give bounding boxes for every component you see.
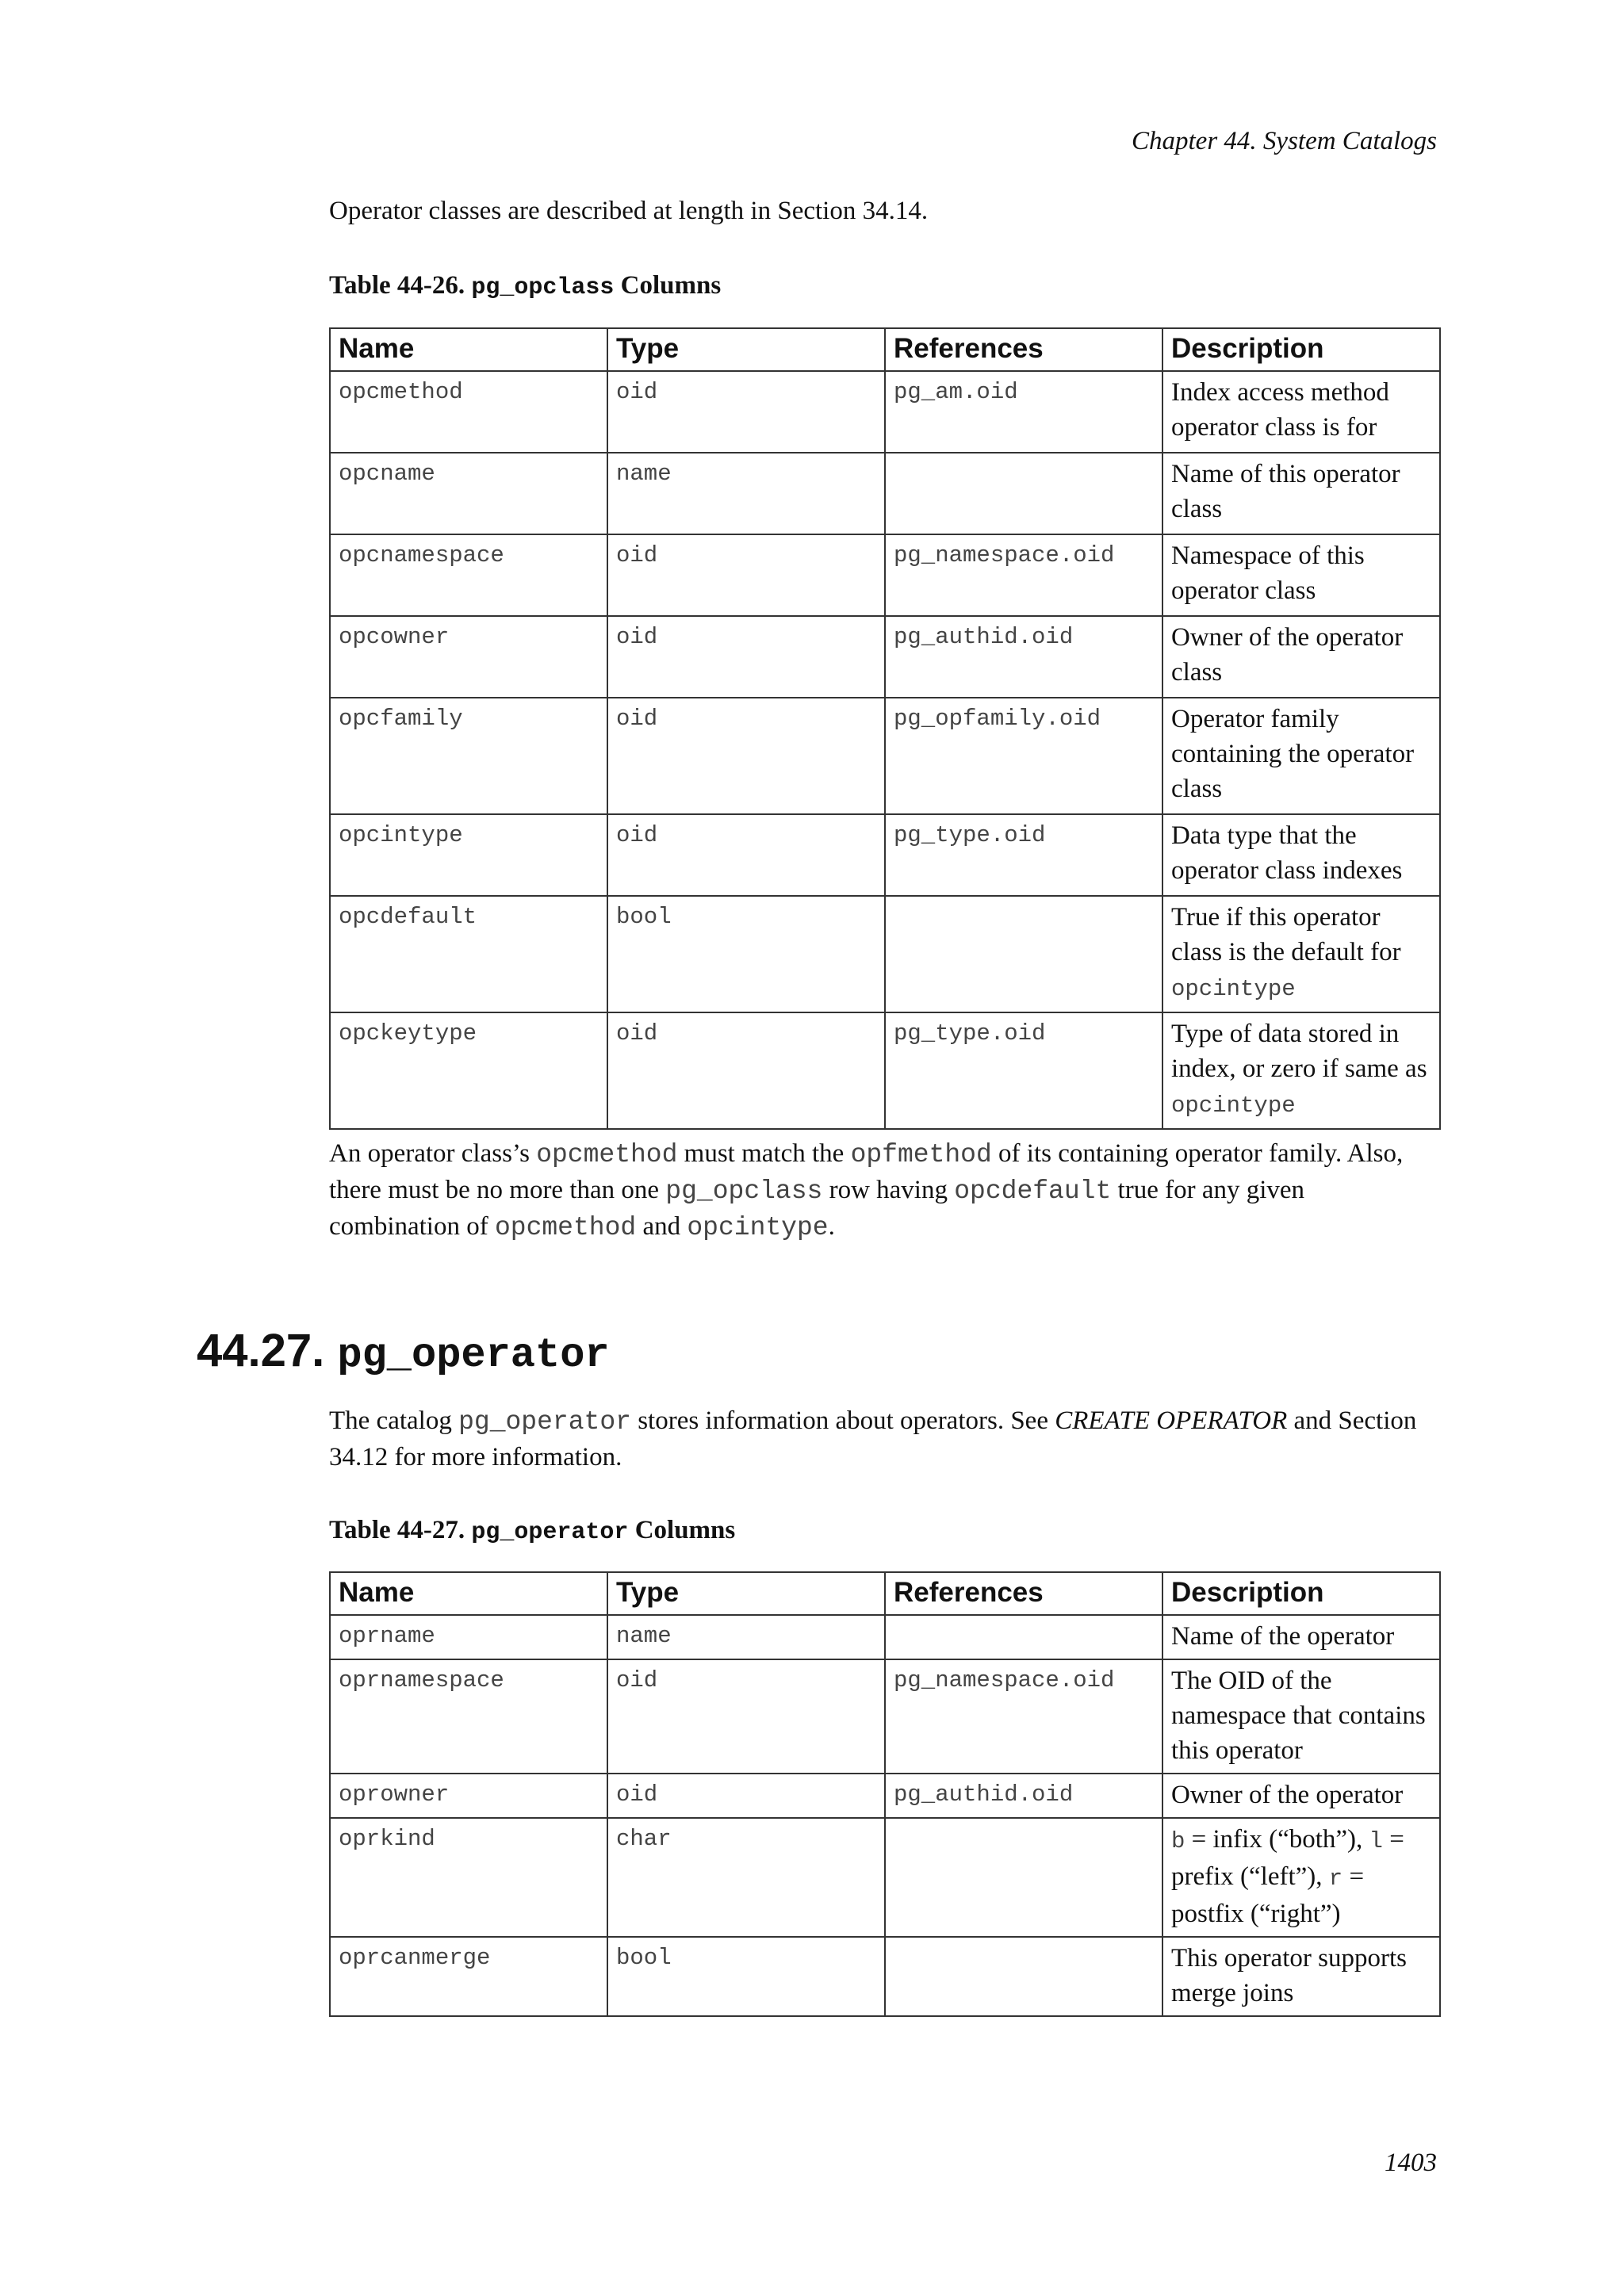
description-text: Owner of the operator class	[1171, 623, 1404, 687]
table1-caption	[329, 271, 1439, 301]
cell-type: oid	[607, 1659, 885, 1774]
column-header-description: Description	[1162, 328, 1440, 371]
text-run: An operator class’s	[329, 1139, 537, 1168]
description-text: Index access method operator class is for	[1171, 378, 1389, 442]
cell-type: oid	[607, 814, 885, 896]
code-opcdefault: opcdefault	[954, 1177, 1112, 1206]
text-run: row having	[822, 1176, 955, 1204]
description-text: Name of this operator class	[1171, 460, 1400, 523]
table-row	[330, 1774, 1440, 1818]
cell-description	[1162, 698, 1440, 814]
cell-references: pg_authid.oid	[885, 616, 1162, 698]
table1-caption-code: pg_opclass	[471, 274, 615, 301]
cell-description	[1162, 534, 1440, 616]
column-header-type: Type	[607, 328, 885, 371]
after-table1-block	[329, 1136, 1439, 1246]
description-text: Namespace of this operator class	[1171, 541, 1365, 605]
cell-description: Name of the operator	[1162, 1615, 1440, 1659]
cell-references: pg_namespace.oid	[885, 534, 1162, 616]
cell-references: pg_opfamily.oid	[885, 698, 1162, 814]
text-run: must match the	[677, 1139, 851, 1168]
text-run: and	[636, 1212, 688, 1241]
table-row	[330, 616, 1440, 698]
cell-name: oprcanmerge	[330, 1937, 607, 2016]
table-row	[330, 1615, 1440, 1659]
cell-type: bool	[607, 1937, 885, 2016]
cell-type: oid	[607, 698, 885, 814]
table-row	[330, 371, 1440, 453]
intro-block	[329, 193, 1439, 229]
table-row	[330, 1659, 1440, 1774]
text-run: .	[828, 1212, 835, 1241]
cell-references	[885, 453, 1162, 534]
cell-type: oid	[607, 371, 885, 453]
create-operator-reference: CREATE OPERATOR	[1055, 1406, 1288, 1435]
cell-references: pg_am.oid	[885, 371, 1162, 453]
table2-caption	[329, 1516, 1439, 1546]
text-run: = infix (“both”),	[1185, 1825, 1369, 1854]
cell-name: oprnamespace	[330, 1659, 607, 1774]
code-pg-opclass: pg_opclass	[665, 1177, 823, 1206]
cell-description	[1162, 1012, 1440, 1129]
description-code: opcintype	[1171, 1093, 1296, 1119]
table-row	[330, 814, 1440, 896]
text-run: = prefix (“left”),	[1171, 1825, 1404, 1891]
code-opcmethod: opcmethod	[494, 1213, 637, 1242]
cell-type: oid	[607, 1012, 885, 1129]
text-run: and Section 34.12 for more information.	[329, 1406, 1417, 1471]
cell-description: The OID of the namespace that contains this operator	[1162, 1659, 1440, 1774]
table1-caption-suffix: Columns	[614, 271, 722, 300]
cell-description	[1162, 453, 1440, 534]
column-header-name: Name	[330, 328, 607, 371]
section-title-code: pg_operator	[337, 1332, 610, 1379]
table-row	[330, 1012, 1440, 1129]
code-opfmethod: opfmethod	[850, 1140, 992, 1169]
text-run: true for any given combination of	[329, 1176, 1305, 1241]
table2-caption-prefix: Table 44-27.	[329, 1516, 472, 1544]
cell-name: opcowner	[330, 616, 607, 698]
cell-description	[1162, 371, 1440, 453]
cell-references	[885, 1615, 1162, 1659]
cell-type: char	[607, 1818, 885, 1937]
code-opcintype: opcintype	[687, 1213, 829, 1242]
table-pg-opclass	[329, 327, 1441, 1130]
cell-type: oid	[607, 616, 885, 698]
code-opcmethod: opcmethod	[536, 1140, 678, 1169]
table1-wrapper	[329, 327, 1439, 1130]
description-code: opcintype	[1171, 976, 1296, 1002]
column-header-description: Description	[1162, 1572, 1440, 1615]
cell-name: oprkind	[330, 1818, 607, 1937]
code-pg-operator: pg_operator	[458, 1407, 631, 1437]
column-header-references: References	[885, 328, 1162, 371]
cell-references	[885, 896, 1162, 1012]
table-row	[330, 453, 1440, 534]
cell-type: bool	[607, 896, 885, 1012]
cell-name: oprowner	[330, 1774, 607, 1818]
column-header-type: Type	[607, 1572, 885, 1615]
table-row	[330, 1818, 1440, 1937]
opclass-notes-paragraph	[329, 1136, 1439, 1246]
table-row	[330, 1937, 1440, 2016]
cell-description	[1162, 616, 1440, 698]
section-intro-paragraph	[329, 1403, 1439, 1475]
text-run: = postfix (“right”)	[1171, 1862, 1365, 1928]
cell-references: pg_authid.oid	[885, 1774, 1162, 1818]
cell-name: opckeytype	[330, 1012, 607, 1129]
cell-references	[885, 1937, 1162, 2016]
text-run: of its containing operator family. Also, there must be no more than one	[329, 1139, 1404, 1204]
table2-caption-suffix: Columns	[628, 1516, 736, 1544]
code-r: r	[1328, 1866, 1343, 1892]
description-text: Operator family containing the operator class	[1171, 705, 1415, 803]
page-number: 1403	[1385, 2149, 1437, 2177]
cell-description	[1162, 1818, 1440, 1937]
table-row	[330, 698, 1440, 814]
table1-caption-prefix: Table 44-26.	[329, 271, 472, 300]
cell-name: opcnamespace	[330, 534, 607, 616]
table-row	[330, 896, 1440, 1012]
column-header-references: References	[885, 1572, 1162, 1615]
section-number: 44.27.	[197, 1325, 338, 1376]
table-row	[330, 534, 1440, 616]
cell-name: opcdefault	[330, 896, 607, 1012]
table-pg-operator	[329, 1571, 1441, 2017]
cell-name: opcfamily	[330, 698, 607, 814]
cell-name: opcmethod	[330, 371, 607, 453]
text-run: The catalog	[329, 1406, 459, 1435]
table2-caption-code: pg_operator	[471, 1519, 629, 1546]
intro-paragraph: Operator classes are described at length in Section 34.14.	[329, 197, 929, 225]
description-text: Type of data stored in index, or zero if same as	[1171, 1020, 1427, 1083]
section-intro-block	[329, 1403, 1439, 1475]
table-header-row	[330, 1572, 1440, 1615]
cell-description	[1162, 814, 1440, 896]
cell-description	[1162, 896, 1440, 1012]
text-run: stores information about operators. See	[630, 1406, 1055, 1435]
cell-references: pg_namespace.oid	[885, 1659, 1162, 1774]
running-head: Chapter 44. System Catalogs	[1132, 127, 1437, 155]
cell-type: name	[607, 453, 885, 534]
code-b: b	[1171, 1828, 1185, 1854]
cell-type: oid	[607, 1774, 885, 1818]
description-text: Data type that the operator class indexes	[1171, 821, 1403, 885]
table1-caption-block	[329, 271, 1439, 301]
cell-references: pg_type.oid	[885, 1012, 1162, 1129]
cell-name: oprname	[330, 1615, 607, 1659]
description-text: True if this operator class is the default for	[1171, 903, 1401, 966]
cell-name: opcname	[330, 453, 607, 534]
column-header-name: Name	[330, 1572, 607, 1615]
cell-references	[885, 1818, 1162, 1937]
cell-description: Owner of the operator	[1162, 1774, 1440, 1818]
cell-type: oid	[607, 534, 885, 616]
cell-name: opcintype	[330, 814, 607, 896]
code-l: l	[1369, 1828, 1383, 1854]
cell-description: This operator supports merge joins	[1162, 1937, 1440, 2016]
cell-references: pg_type.oid	[885, 814, 1162, 896]
table2-caption-block	[329, 1516, 1439, 1546]
section-heading	[197, 1324, 610, 1379]
cell-type: name	[607, 1615, 885, 1659]
table-header-row	[330, 328, 1440, 371]
table2-wrapper	[329, 1571, 1439, 2017]
